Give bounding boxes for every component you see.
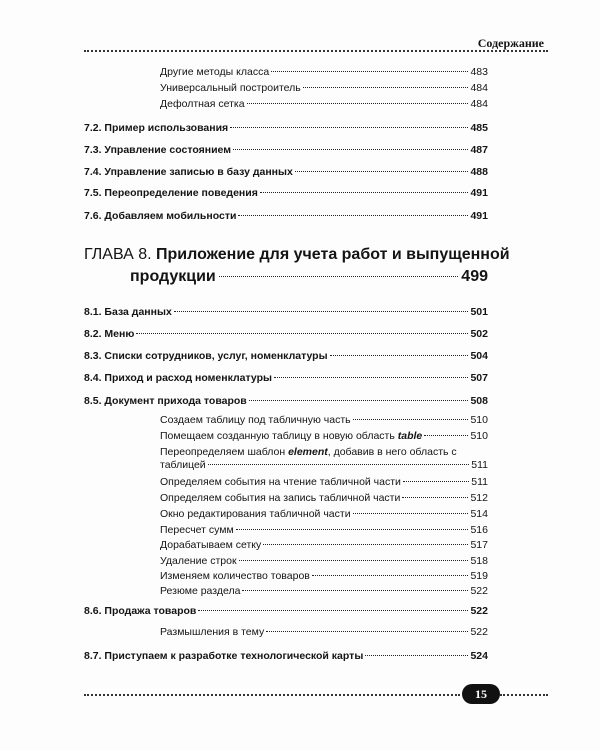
toc-section-title: 8.4. Приход и расход номенклатуры	[84, 372, 272, 384]
toc-section-page: 487	[470, 144, 488, 156]
toc-entry[interactable]	[160, 626, 488, 638]
leader-dots	[249, 400, 469, 401]
chapter-heading[interactable]	[84, 246, 510, 264]
chapter-title-line1: Приложение для учета работ и выпущенной	[156, 246, 510, 263]
toc-section[interactable]	[84, 144, 488, 156]
toc-section-title: 8.2. Меню	[84, 328, 135, 340]
toc-entry[interactable]	[160, 539, 488, 551]
toc-entry[interactable]	[160, 524, 488, 536]
toc-section-title: 7.2. Пример использования	[84, 122, 229, 134]
leader-dots	[353, 513, 469, 514]
leader-dots	[402, 497, 468, 498]
leader-dots	[424, 435, 468, 436]
toc-entry-title: Создаем таблицу под табличную часть	[160, 414, 351, 426]
toc-section[interactable]	[84, 395, 488, 407]
toc-entry-page: 484	[470, 82, 488, 94]
toc-section[interactable]	[84, 328, 488, 340]
leader-dots	[271, 71, 468, 72]
toc-entry-title: Определяем события на запись табличной части	[160, 492, 401, 504]
running-header: Содержание	[477, 36, 544, 50]
leader-dots	[247, 103, 469, 104]
toc-entry-page: 517	[470, 539, 488, 551]
leader-dots	[263, 544, 468, 545]
toc-section[interactable]	[84, 187, 488, 199]
toc-entry-page: 511	[471, 459, 488, 471]
toc-section-page: 508	[470, 395, 488, 407]
toc-section-page: 491	[470, 210, 488, 222]
leader-dots	[208, 464, 470, 465]
toc-section-page: 491	[470, 187, 488, 199]
toc-section-title: 7.6. Добавляем мобильности	[84, 210, 237, 222]
leader-dots	[236, 529, 469, 530]
footer-divider-right	[500, 694, 548, 696]
toc-entry[interactable]	[160, 476, 488, 488]
leader-dots	[403, 481, 469, 482]
footer-divider	[84, 694, 460, 696]
toc-entry-title: Пересчет сумм	[160, 524, 234, 536]
toc-section-title: 8.3. Списки сотрудников, услуг, номенклатуры	[84, 350, 328, 362]
leader-dots	[303, 87, 469, 88]
toc-section[interactable]	[84, 306, 488, 318]
toc-section[interactable]	[84, 350, 488, 362]
toc-entry-page: 522	[470, 585, 488, 597]
leader-dots	[330, 355, 469, 356]
toc-entry-title: Окно редактирования табличной части	[160, 508, 351, 520]
toc-section[interactable]	[84, 210, 488, 222]
toc-entry-title: Универсальный построитель	[160, 82, 301, 94]
toc-entry[interactable]	[160, 98, 488, 110]
toc-entry-title-line2: таблицей	[160, 459, 206, 471]
toc-entry[interactable]	[160, 82, 488, 94]
toc-section-title: 7.5. Переопределение поведения	[84, 187, 258, 199]
leader-dots	[219, 276, 459, 277]
toc-entry-page: 519	[470, 570, 488, 582]
toc-entry-page: 511	[471, 476, 488, 488]
toc-entry-title: Дефолтная сетка	[160, 98, 245, 110]
toc-section[interactable]	[84, 650, 488, 662]
leader-dots	[174, 311, 469, 312]
toc-section-page: 485	[470, 122, 488, 134]
toc-entry-title: Изменяем количество товаров	[160, 570, 310, 582]
toc-entry[interactable]	[160, 66, 488, 78]
leader-dots	[274, 377, 468, 378]
toc-section-page: 522	[470, 605, 488, 617]
chapter-title-line2: продукции	[130, 268, 216, 285]
header-divider	[84, 50, 548, 52]
toc-entry[interactable]	[160, 570, 488, 582]
leader-dots	[242, 590, 468, 591]
toc-entry-title: Другие методы класса	[160, 66, 270, 78]
leader-dots	[233, 149, 468, 150]
toc-entry-title-line1: Переопределяем шаблон element, добавив в него область с	[160, 446, 457, 458]
toc-section-title: 8.5. Документ прихода товаров	[84, 395, 247, 407]
leader-dots	[238, 215, 468, 216]
toc-section-title: 7.3. Управление состоянием	[84, 144, 232, 156]
toc-entry-page: 484	[470, 98, 488, 110]
toc-section-title: 7.4. Управление записью в базу данных	[84, 166, 293, 178]
toc-entry-page: 522	[470, 626, 488, 638]
toc-entry-title: Дорабатываем сетку	[160, 539, 262, 551]
toc-section-page: 488	[470, 166, 488, 178]
leader-dots	[353, 419, 469, 420]
toc-section-page: 502	[470, 328, 488, 340]
leader-dots	[295, 171, 469, 172]
toc-entry-title: Определяем события на чтение табличной части	[160, 476, 401, 488]
toc-entry[interactable]	[160, 555, 488, 567]
leader-dots	[239, 560, 469, 561]
toc-entry-page: 518	[470, 555, 488, 567]
leader-dots	[260, 192, 469, 193]
leader-dots	[198, 610, 468, 611]
toc-section-page: 501	[470, 306, 488, 318]
toc-section-page: 524	[470, 650, 488, 662]
toc-entry-title: Удаление строк	[160, 555, 237, 567]
toc-entry-page: 512	[470, 492, 488, 504]
toc-entry-title: Размышления в тему	[160, 626, 265, 638]
leader-dots	[365, 655, 468, 656]
toc-section-page: 504	[470, 350, 488, 362]
toc-section-page: 507	[470, 372, 488, 384]
toc-entry[interactable]	[160, 414, 488, 426]
leader-dots	[136, 333, 468, 334]
toc-entry[interactable]	[160, 430, 488, 442]
toc-entry-page: 510	[470, 414, 488, 426]
chapter-heading-line2[interactable]	[130, 268, 488, 286]
toc-entry[interactable]	[160, 585, 488, 597]
toc-section-title: 8.1. База данных	[84, 306, 172, 318]
page-number-badge: 15	[462, 684, 500, 704]
chapter-label: ГЛАВА 8.	[84, 246, 152, 263]
toc-entry-page: 483	[470, 66, 488, 78]
toc-entry-page: 516	[470, 524, 488, 536]
toc-entry-title: Помещаем созданную таблицу в новую область table	[160, 430, 423, 442]
toc-entry-title: Резюме раздела	[160, 585, 241, 597]
toc-entry-page: 510	[470, 430, 488, 442]
toc-entry-wrapped[interactable]	[160, 446, 488, 472]
toc-entry-page: 514	[470, 508, 488, 520]
leader-dots	[230, 127, 468, 128]
leader-dots	[266, 631, 468, 632]
toc-section[interactable]	[84, 166, 488, 178]
toc-entry[interactable]	[160, 508, 488, 520]
toc-section-title: 8.6. Продажа товаров	[84, 605, 197, 617]
toc-section[interactable]	[84, 122, 488, 134]
toc-section[interactable]	[84, 372, 488, 384]
toc-section[interactable]	[84, 605, 488, 617]
toc-section-title: 8.7. Приступаем к разработке технологической карты	[84, 650, 364, 662]
toc-entry[interactable]	[160, 492, 488, 504]
chapter-page: 499	[461, 268, 488, 285]
leader-dots	[312, 575, 469, 576]
